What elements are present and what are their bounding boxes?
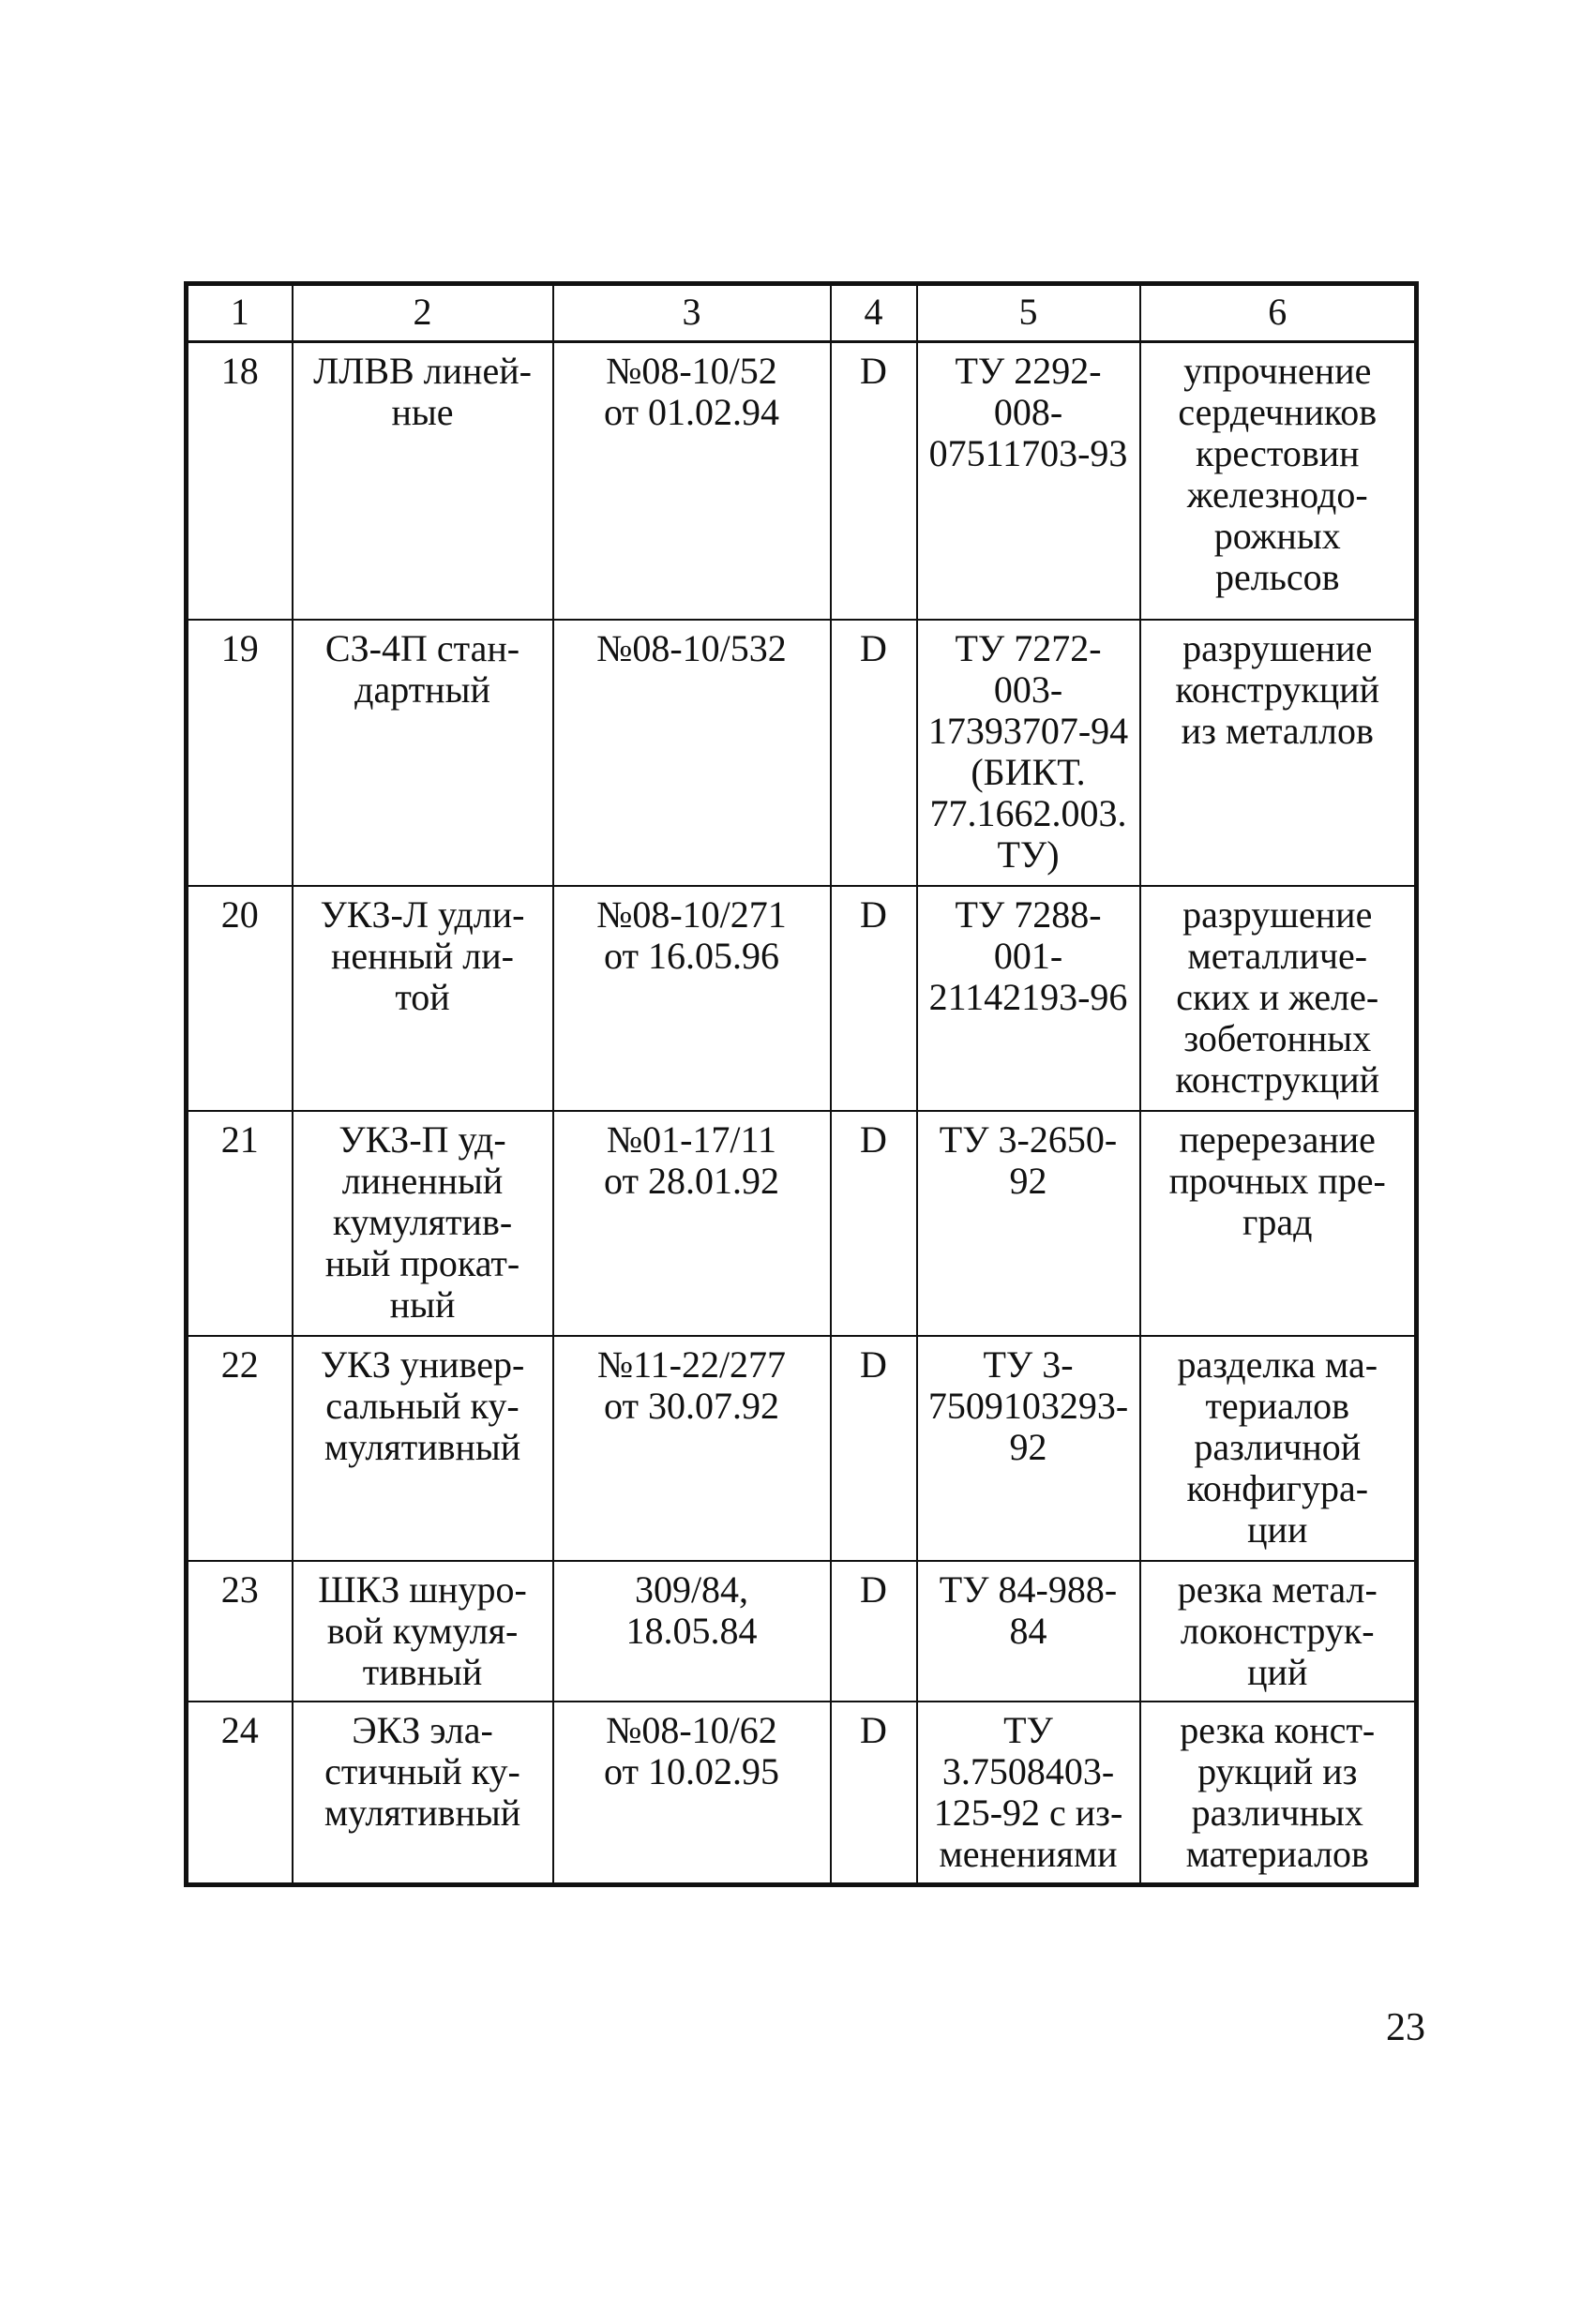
column-number-3: 3	[553, 284, 831, 342]
class-cell: D	[831, 1561, 917, 1702]
row-number-cell: 22	[187, 1336, 293, 1561]
specification-table	[184, 281, 1419, 1887]
table-row	[187, 1702, 1417, 1885]
table-row	[187, 1111, 1417, 1336]
class-cell: D	[831, 1111, 917, 1336]
table-row	[187, 886, 1417, 1111]
class-cell: D	[831, 620, 917, 886]
table-row	[187, 342, 1417, 621]
permit-cell: №11-22/277 от 30.07.92	[553, 1336, 831, 1561]
purpose-cell: разрушение металличе- ских и желе- зобетонных конструкций	[1140, 886, 1417, 1111]
purpose-cell: разрушение конструкций из металлов	[1140, 620, 1417, 886]
permit-cell: №08-10/52 от 01.02.94	[553, 342, 831, 621]
table-header-row	[187, 284, 1417, 342]
spec-cell: ТУ 3-2650- 92	[917, 1111, 1140, 1336]
row-number-cell: 24	[187, 1702, 293, 1885]
permit-cell: №08-10/532	[553, 620, 831, 886]
permit-cell: №08-10/62 от 10.02.95	[553, 1702, 831, 1885]
table-row	[187, 1336, 1417, 1561]
purpose-cell: упрочнение сердечников крестовин железнодо- рожных рельсов	[1140, 342, 1417, 621]
purpose-cell: резка метал- локонструк- ций	[1140, 1561, 1417, 1702]
column-number-1: 1	[187, 284, 293, 342]
purpose-cell: резка конст- рукций из различных материалов	[1140, 1702, 1417, 1885]
row-number-cell: 19	[187, 620, 293, 886]
product-name-cell: УКЗ-П уд- линенный кумулятив- ный прокат- ный	[293, 1111, 553, 1336]
spec-cell: ТУ 7272- 003- 17393707-94 (БИКТ. 77.1662.003. ТУ)	[917, 620, 1140, 886]
spec-cell: ТУ 3.7508403- 125-92 с из- менениями	[917, 1702, 1140, 1885]
permit-cell: №01-17/11 от 28.01.92	[553, 1111, 831, 1336]
column-number-2: 2	[293, 284, 553, 342]
purpose-cell: разделка ма- териалов различной конфигура- ции	[1140, 1336, 1417, 1561]
product-name-cell: УКЗ-Л удли- ненный ли- той	[293, 886, 553, 1111]
class-cell: D	[831, 1702, 917, 1885]
class-cell: D	[831, 886, 917, 1111]
product-name-cell: СЗ-4П стан- дартный	[293, 620, 553, 886]
product-name-cell: ЭКЗ эла- стичный ку- мулятивный	[293, 1702, 553, 1885]
row-number-cell: 20	[187, 886, 293, 1111]
product-name-cell: УКЗ универ- сальный ку- мулятивный	[293, 1336, 553, 1561]
row-number-cell: 18	[187, 342, 293, 621]
row-number-cell: 21	[187, 1111, 293, 1336]
column-number-5: 5	[917, 284, 1140, 342]
column-number-6: 6	[1140, 284, 1417, 342]
table-row	[187, 620, 1417, 886]
purpose-cell: перерезание прочных пре- град	[1140, 1111, 1417, 1336]
spec-cell: ТУ 7288- 001- 21142193-96	[917, 886, 1140, 1111]
spec-cell: ТУ 3- 7509103293- 92	[917, 1336, 1140, 1561]
specification-table-container	[184, 281, 1414, 1887]
page-number: 23	[1386, 2006, 1425, 2049]
product-name-cell: ЛЛВВ линей- ные	[293, 342, 553, 621]
row-number-cell: 23	[187, 1561, 293, 1702]
column-number-4: 4	[831, 284, 917, 342]
spec-cell: ТУ 2292- 008- 07511703-93	[917, 342, 1140, 621]
spec-cell: ТУ 84-988- 84	[917, 1561, 1140, 1702]
table-row	[187, 1561, 1417, 1702]
class-cell: D	[831, 1336, 917, 1561]
product-name-cell: ШКЗ шнуро- вой кумуля- тивный	[293, 1561, 553, 1702]
class-cell: D	[831, 342, 917, 621]
permit-cell: №08-10/271 от 16.05.96	[553, 886, 831, 1111]
permit-cell: 309/84, 18.05.84	[553, 1561, 831, 1702]
